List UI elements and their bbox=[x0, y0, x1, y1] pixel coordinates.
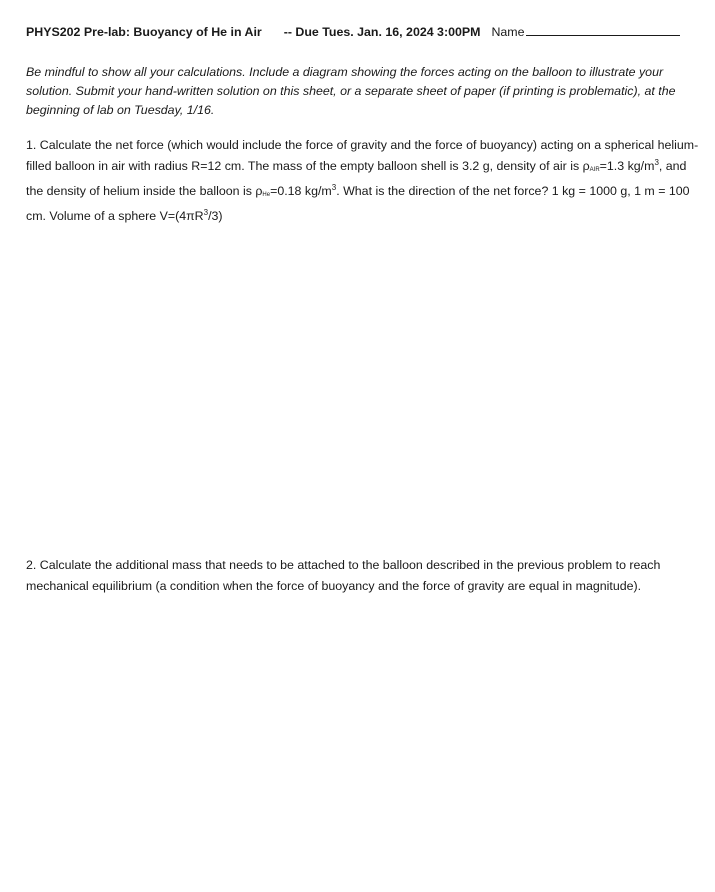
course-title: PHYS202 Pre-lab: Buoyancy of He in Air bbox=[26, 25, 262, 39]
question-1-text: /3) bbox=[208, 209, 223, 223]
question-2: 2. Calculate the additional mass that needs to be attached to the balloon described in the previous problem to reach mechanical equilibrium (a condition when the force of buoyancy and the force of gravity are equal in magnitude). bbox=[26, 558, 661, 593]
question-1-text: . What is the direction of the net force? 1 kg = 1000 g, 1 m = 100 cm. Volume of a sphere V=(4πR bbox=[26, 184, 690, 223]
worksheet-header bbox=[26, 24, 706, 39]
superscript-cubed: 3 bbox=[203, 208, 209, 217]
question-1-text: =1.3 kg/m bbox=[599, 159, 655, 173]
question-1-text: =0.18 kg/m bbox=[270, 184, 332, 198]
question-1-text: , and the density of helium inside the balloon is ρ bbox=[26, 159, 687, 198]
subscript-helium: He bbox=[262, 192, 271, 198]
instructions: Be mindful to show all your calculations. Include a diagram showing the forces acting on the balloon to illustrate your solution. Submit your hand-written solution on this sheet, or a separate sheet of paper (if printing is problematic), at the beginning of lab on Tuesday, 1/16. bbox=[26, 65, 676, 117]
name-blank-line bbox=[526, 24, 680, 36]
subscript-air: AIR bbox=[589, 167, 600, 173]
question-1-text: 1. Calculate the net force (which would include the force of gravity and the force of buoyancy) acting on a spherical helium-filled balloon in air with radius R=12 cm. The mass of the empty balloon shell is 3.2 g, density of air is ρ bbox=[26, 138, 699, 173]
superscript-cubed: 3 bbox=[331, 183, 337, 192]
due-date: -- Due Tues. Jan. 16, 2024 3:00PM bbox=[283, 25, 481, 39]
superscript-cubed: 3 bbox=[654, 158, 659, 167]
name-label: Name bbox=[491, 25, 525, 39]
question-1 bbox=[26, 135, 702, 227]
